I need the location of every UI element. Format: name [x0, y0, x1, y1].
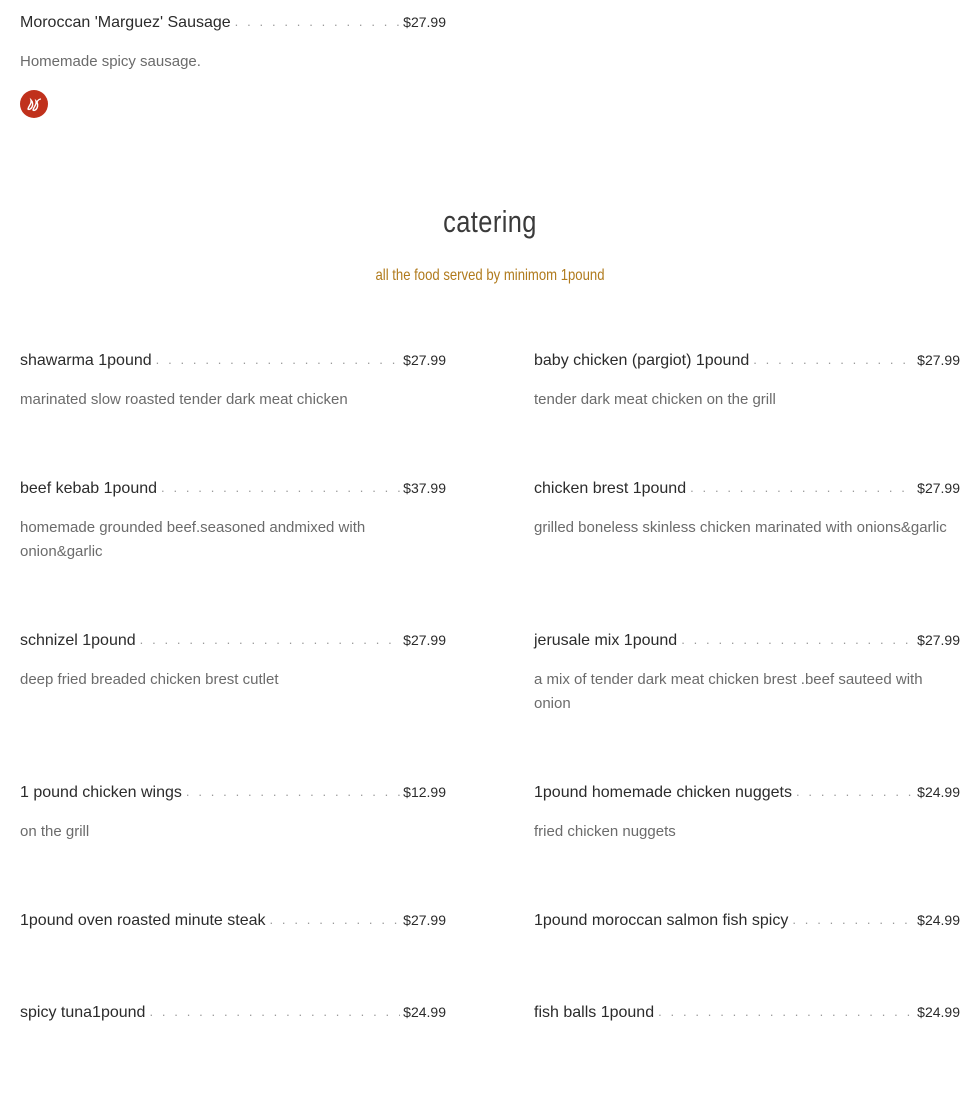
- menu-item-name: Moroccan 'Marguez' Sausage: [20, 14, 231, 31]
- menu-item-price: $37.99: [403, 480, 446, 496]
- menu-item-description: marinated slow roasted tender dark meat chicken: [20, 391, 348, 408]
- menu-item: [534, 1004, 960, 1026]
- menu-item-name: baby chicken (pargiot) 1pound: [534, 352, 750, 369]
- dot-leader: [753, 352, 914, 367]
- dot-leader: [681, 632, 914, 647]
- menu-item-name: 1pound homemade chicken nuggets: [534, 784, 792, 801]
- menu-item-description: Homemade spicy sausage.: [20, 53, 201, 70]
- menu-item: [534, 784, 960, 844]
- section-subtitle: all the food served by minimom 1pound: [375, 267, 605, 284]
- menu-item: [534, 632, 960, 716]
- menu-item-description: on the grill: [20, 823, 90, 840]
- section-title: catering: [443, 204, 537, 239]
- menu-item-name: 1 pound chicken wings: [20, 784, 182, 801]
- menu-item: [534, 352, 960, 412]
- menu-item-name: chicken brest 1pound: [534, 480, 687, 497]
- menu-item: [534, 480, 960, 540]
- menu-item-description: tender dark meat chicken on the grill: [534, 391, 776, 408]
- chili-pepper-icon: [20, 90, 48, 118]
- dot-leader: [156, 352, 401, 367]
- dot-leader: [186, 784, 400, 799]
- menu-item-price: $24.99: [917, 912, 960, 928]
- menu-item-marguez: [20, 14, 446, 74]
- menu-item: [20, 912, 446, 934]
- menu-item: [20, 1004, 446, 1026]
- menu-item-price: $24.99: [917, 784, 960, 800]
- menu-item-description: fried chicken nuggets: [534, 823, 676, 840]
- menu-item-name: jerusale mix 1pound: [534, 632, 678, 649]
- menu-item-name: fish balls 1pound: [534, 1004, 655, 1021]
- menu-item-name: schnizel 1pound: [20, 632, 136, 649]
- menu-item-price: $12.99: [403, 784, 446, 800]
- menu-item-description: a mix of tender dark meat chicken brest .beef sauteed with onion: [534, 671, 923, 712]
- menu-item-price: $27.99: [917, 480, 960, 496]
- dot-leader: [235, 14, 401, 29]
- dot-leader: [140, 632, 401, 647]
- menu-item-description: grilled boneless skinless chicken marinated with onions&garlic: [534, 519, 947, 536]
- menu-item: [20, 352, 446, 412]
- dot-leader: [149, 1004, 400, 1019]
- menu-item-name: shawarma 1pound: [20, 352, 152, 369]
- dot-leader: [161, 480, 400, 495]
- menu-item-price: $24.99: [403, 1004, 446, 1020]
- menu-item-name: spicy tuna1pound: [20, 1004, 146, 1021]
- menu-item-name: 1pound oven roasted minute steak: [20, 912, 266, 929]
- menu-item-price: $27.99: [403, 14, 446, 30]
- menu-item: [20, 632, 446, 692]
- menu-item-price: $27.99: [403, 352, 446, 368]
- dot-leader: [792, 912, 914, 927]
- dot-leader: [796, 784, 914, 799]
- menu-item-name: beef kebab 1pound: [20, 480, 158, 497]
- menu-item-price: $27.99: [403, 912, 446, 928]
- menu-item-description: deep fried breaded chicken brest cutlet: [20, 671, 279, 688]
- menu-item-price: $24.99: [917, 1004, 960, 1020]
- menu-item: [20, 784, 446, 844]
- dot-leader: [658, 1004, 914, 1019]
- menu-item-price: $27.99: [403, 632, 446, 648]
- dot-leader: [270, 912, 401, 927]
- menu-item-name: 1pound moroccan salmon fish spicy: [534, 912, 789, 929]
- menu-item: [534, 912, 960, 934]
- menu-item: [20, 480, 446, 564]
- menu-item-description: homemade grounded beef.seasoned andmixed with onion&garlic: [20, 519, 366, 560]
- dot-leader: [690, 480, 914, 495]
- menu-item-price: $27.99: [917, 352, 960, 368]
- menu-item-price: $27.99: [917, 632, 960, 648]
